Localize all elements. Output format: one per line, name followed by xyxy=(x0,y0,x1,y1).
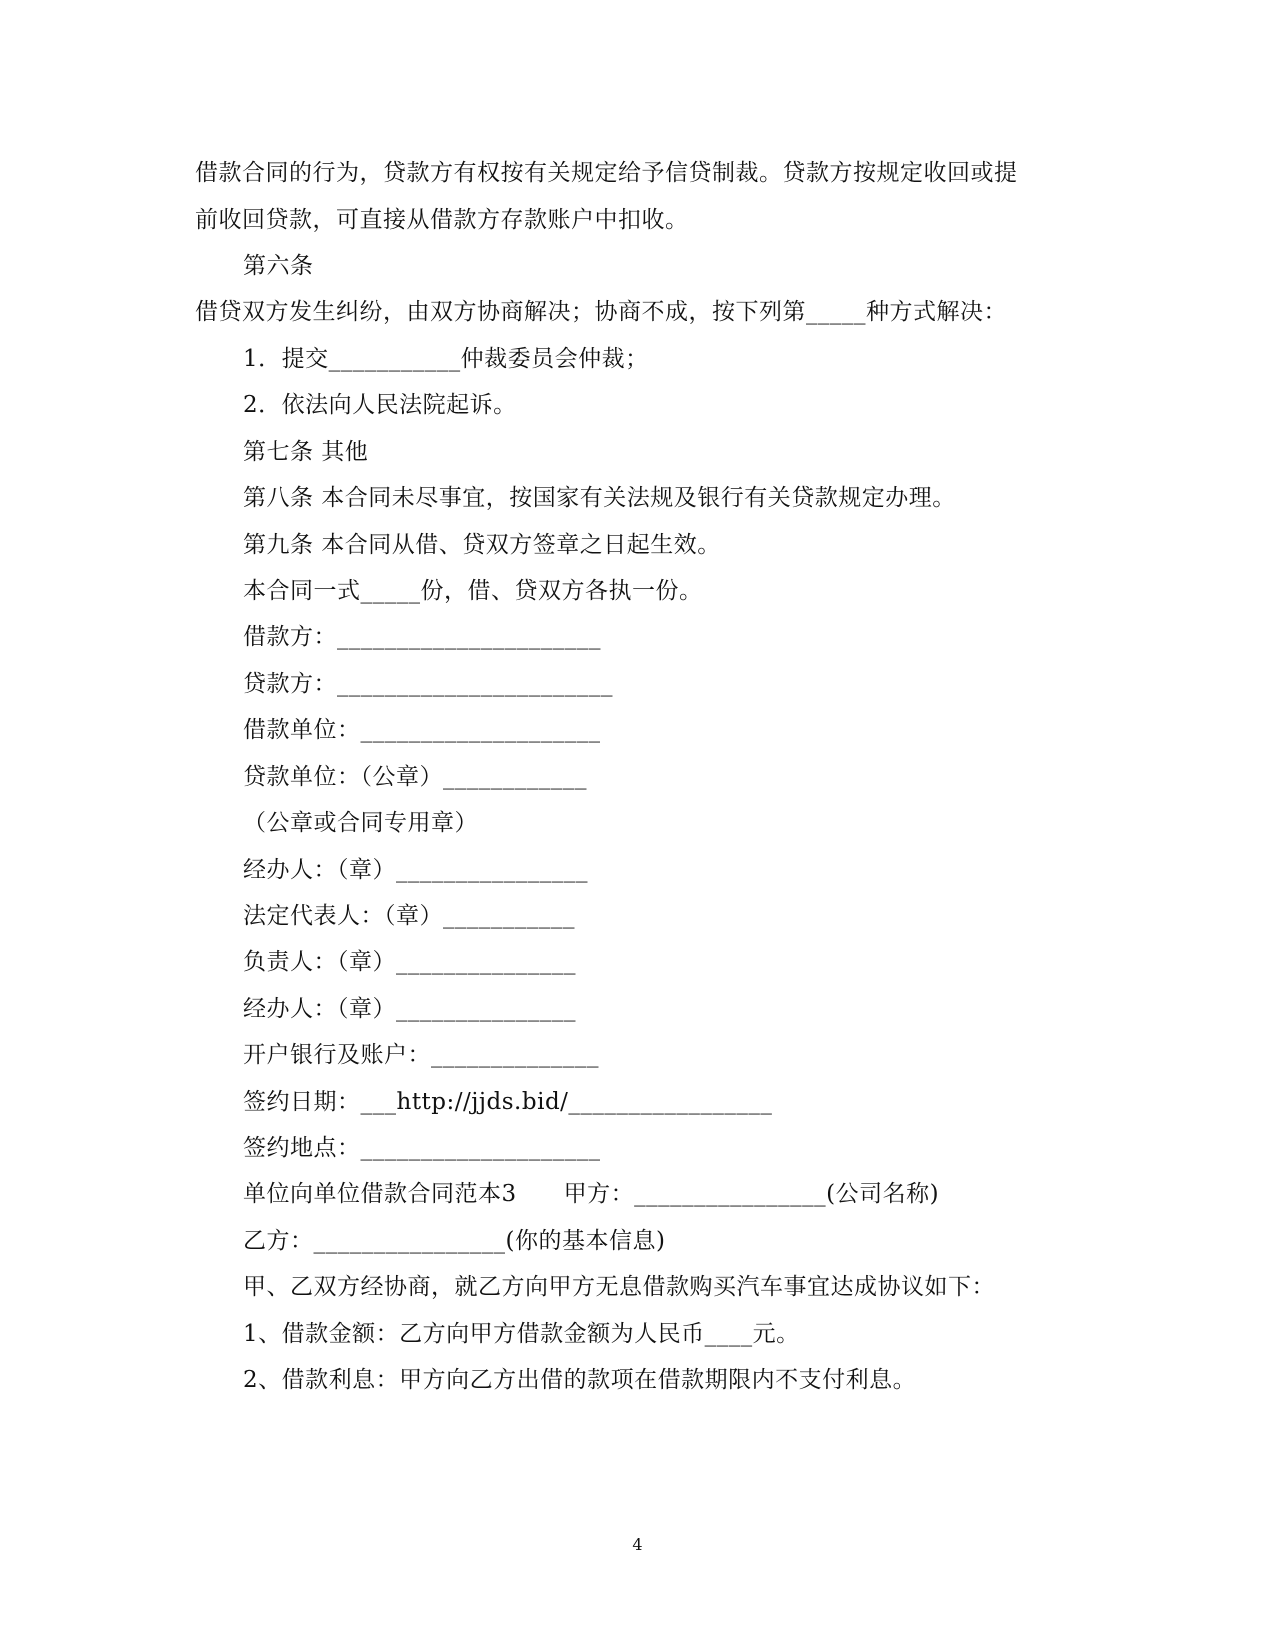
signing-place-field: 签约地点：____________________ xyxy=(243,1135,601,1161)
paragraph-line: 借贷双方发生纠纷，由双方协商解决；协商不成，按下列第_____种方式解决： xyxy=(195,299,1007,325)
party-b-field: 乙方：________________(你的基本信息) xyxy=(243,1228,666,1254)
paragraph-line: 借款合同的行为，贷款方有权按有关规定给予信贷制裁。贷款方按规定收回或提 xyxy=(195,160,1018,186)
signing-date-field: 签约日期：___http://jjds.bid/_________________ xyxy=(243,1089,773,1115)
page-number: 4 xyxy=(632,1535,643,1554)
signature-field: 借款方：______________________ xyxy=(243,624,601,650)
signature-field: 经办人：（章）________________ xyxy=(243,857,588,883)
template-heading: 单位向单位借款合同范本3 甲方：________________(公司名称) xyxy=(243,1181,940,1207)
list-item: 1．提交___________仲裁委员会仲裁； xyxy=(243,346,649,372)
paragraph-line: 前收回贷款，可直接从借款方存款账户中扣收。 xyxy=(195,207,689,233)
signature-field: 贷款单位：（公章）____________ xyxy=(243,764,587,790)
article-heading-7: 第七条 其他 xyxy=(243,439,369,465)
signature-field: 法定代表人：（章）___________ xyxy=(243,903,575,929)
paragraph-line: 甲、乙双方经协商，就乙方向甲方无息借款购买汽车事宜达成协议如下： xyxy=(243,1274,995,1300)
signature-field: 经办人：（章）_______________ xyxy=(243,996,576,1022)
article-9: 第九条 本合同从借、贷双方签章之日起生效。 xyxy=(243,532,721,558)
list-item: 2．依法向人民法院起诉。 xyxy=(243,392,517,418)
paragraph-line: 本合同一式_____份，借、贷双方各执一份。 xyxy=(243,578,703,604)
seal-note: （公章或合同专用章） xyxy=(243,810,478,836)
clause-loan-interest: 2、借款利息：甲方向乙方出借的款项在借款期限内不支付利息。 xyxy=(243,1367,917,1393)
signature-field: 开户银行及账户：______________ xyxy=(243,1042,599,1068)
signature-field: 贷款方：_______________________ xyxy=(243,671,613,697)
signature-field: 借款单位：____________________ xyxy=(243,717,601,743)
clause-loan-amount: 1、借款金额：乙方向甲方借款金额为人民币____元。 xyxy=(243,1321,800,1347)
article-heading-6: 第六条 xyxy=(243,253,314,279)
signature-field: 负责人：（章）_______________ xyxy=(243,949,576,975)
article-8: 第八条 本合同未尽事宜，按国家有关法规及银行有关贷款规定办理。 xyxy=(243,485,956,511)
